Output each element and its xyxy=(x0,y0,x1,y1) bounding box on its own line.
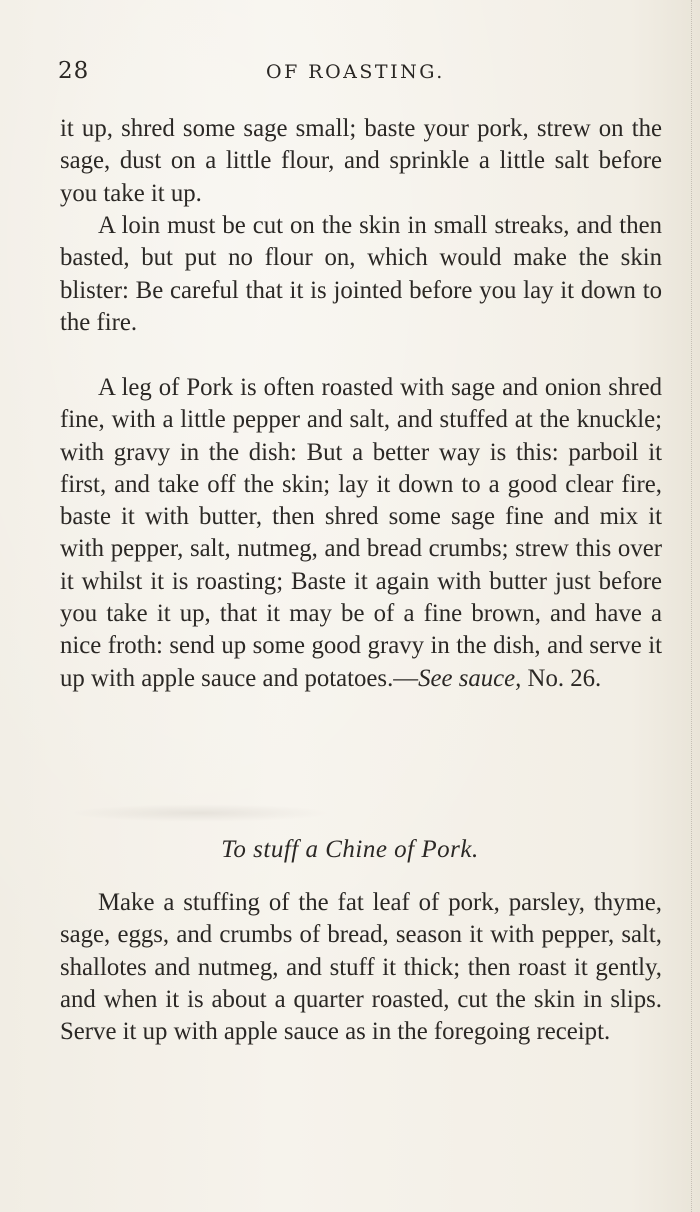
paragraph-chine: Make a stuffing of the fat leaf of pork, parsley, thyme, sage, eggs, and crumbs of bread, season it with pepper, salt, shallotes and nutmeg, and stuff it thick; then roast it gently, and when it is about a quarter roasted, cut the skin in slips. Serve it up with apple sauce as in the foregoing receipt. xyxy=(60,889,662,1046)
ink-smudge xyxy=(70,804,330,822)
paragraph-continued: it up, shred some sage small; baste your pork, strew on the sage, dust on a little flour, and sprinkle a little salt before you take it up. xyxy=(60,115,662,207)
running-head: OF ROASTING. xyxy=(266,61,445,83)
paragraph-leg-of-pork xyxy=(60,372,662,695)
page-number: 28 xyxy=(58,58,90,84)
page-header xyxy=(58,58,658,88)
sauce-number: No. 26. xyxy=(521,664,602,692)
paragraph-leg-text: A leg of Pork is often roasted with sage and onion shred fine, with a little pepper and salt, and stuffed at the knuckle; with gravy in the dish: But a better way is this: parboil it first, and take off the skin; lay it down to a good clear fire, baste it with butter, then shred some sage fine and mix it with pepper, salt, nutmeg, and bread crumbs; strew this over it whilst it is roasting; Baste it again with butter just before you take it up, that it may be of a fine brown, and have a nice froth: send up some good gravy in the dish, and serve it up with apple sauce and potatoes.— xyxy=(60,374,662,692)
section-heading: To stuff a Chine of Pork. xyxy=(221,836,479,863)
sauce-reference: See sauce, xyxy=(418,664,522,692)
paragraph-loin: A loin must be cut on the skin in small streaks, and then basted, but put no flour on, which would make the skin blister: Be careful that it is jointed before you lay it down to the fire. xyxy=(60,212,662,336)
page-edge xyxy=(681,0,692,1212)
